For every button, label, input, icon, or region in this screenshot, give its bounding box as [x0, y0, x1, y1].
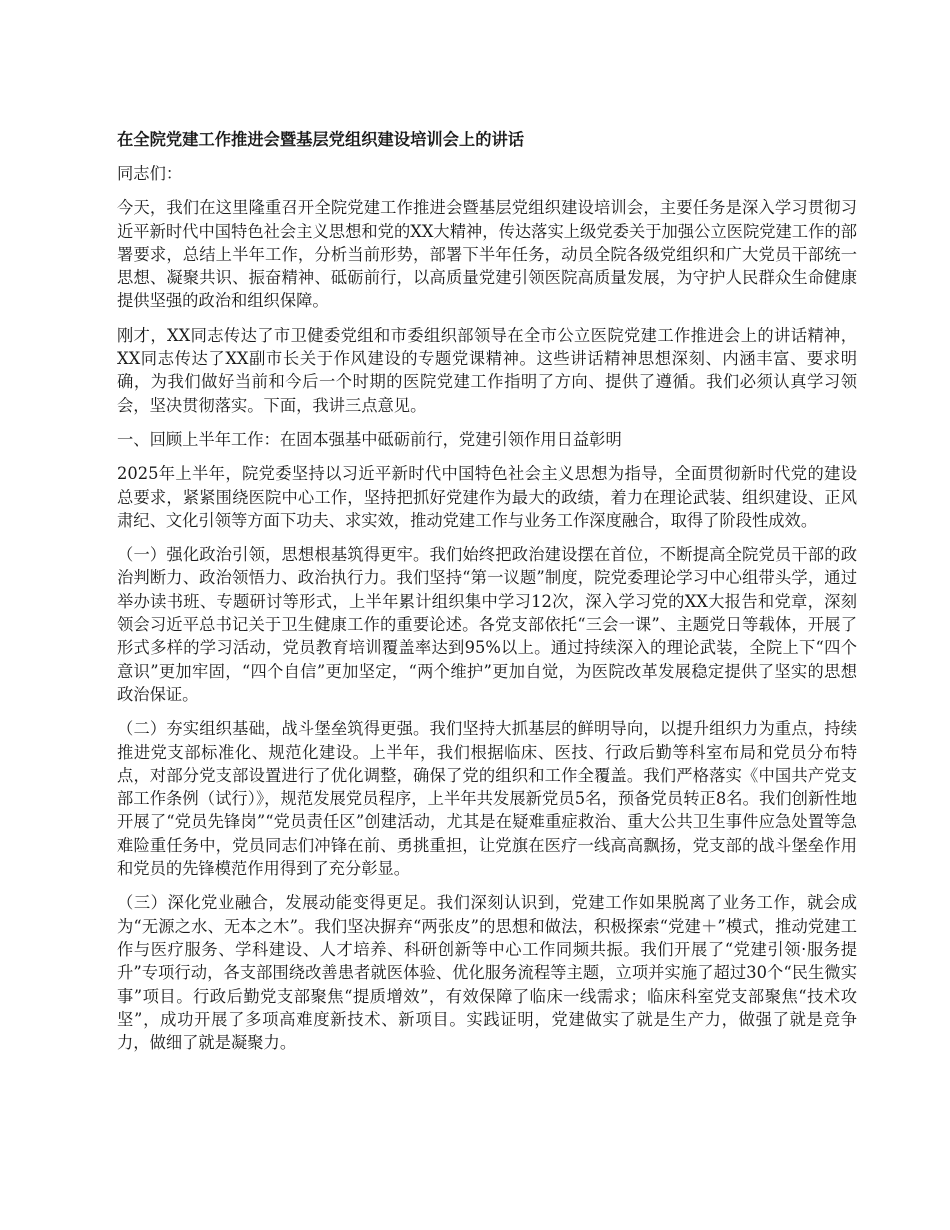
section-heading-1: 一、回顾上半年工作：在固本强基中砥砺前行，党建引领作用日益彰明: [117, 429, 622, 449]
paragraph-overview: 2025年上半年，院党委坚持以习近平新时代中国特色社会主义思想为指导，全面贯彻新时代党的建设总要求，紧紧围绕医院中心工作，坚持把抓好党建作为最大的政绩，着力在理论武装、组织建设、正风肃纪、文化引领等方面下功夫、求实效，推动党建工作与业务工作深度融合，取得了阶段性成效。: [117, 464, 857, 530]
document-title: 在全院党建工作推进会暨基层党组织建设培训会上的讲话: [117, 130, 525, 149]
paragraph-point-1: （一）强化政治引领，思想根基筑得更牢。我们始终把政治建设摆在首位，不断提高全院党员干部的政治判断力、政治领悟力、政治执行力。我们坚持“第一议题”制度，院党委理论学习中心组带头学，通过举办读书班、专题研讨等形式，上半年累计组织集中学习12次，深入学习党的XX大报告和党章，深刻领会习近平总书记关于卫生健康工作的重要论述。各党支部依托“三会一课”、主题党日等载体，开展了形式多样的学习活动，党员教育培训覆盖率达到95%以上。通过持续深入的理论武装，全院上下“四个意识”更加牢固，“四个自信”更加坚定，“两个维护”更加自觉，为医院改革发展稳定提供了坚实的思想政治保证。: [117, 545, 857, 704]
document-page: [117, 128, 857, 1065]
paragraph-point-2: （二）夯实组织基础，战斗堡垒筑得更强。我们坚持大抓基层的鲜明导向，以提升组织力为重点，持续推进党支部标准化、规范化建设。上半年，我们根据临床、医技、行政后勤等科室布局和党员分布特点，对部分党支部设置进行了优化调整，确保了党的组织和工作全覆盖。我们严格落实《中国共产党支部工作条例（试行）》，规范发展党员程序，上半年共发展新党员5名，预备党员转正8名。我们创新性地开展了“党员先锋岗”“党员责任区”创建活动，尤其是在疑难重症救治、重大公共卫生事件应急处置等急难险重任务中，党员同志们冲锋在前、勇挑重担，让党旗在医疗一线高高飘扬，党支部的战斗堡垒作用和党员的先锋模范作用得到了充分彰显。: [117, 719, 857, 879]
paragraph-context: 刚才，XX同志传达了市卫健委党组和市委组织部领导在全市公立医院党建工作推进会上的讲话精神，XX同志传达了XX副市长关于作风建设的专题党课精神。这些讲话精神思想深刻、内涵丰富、要求明确，为我们做好当前和今后一个时期的医院党建工作指明了方向、提供了遵循。我们必须认真学习领会，坚决贯彻落实。下面，我讲三点意见。: [117, 325, 857, 415]
paragraph-intro: 今天，我们在这里隆重召开全院党建工作推进会暨基层党组织建设培训会，主要任务是深入学习贯彻习近平新时代中国特色社会主义思想和党的XX大精神，传达落实上级党委关于加强公立医院党建工作的部署要求，总结上半年工作，分析当前形势，部署下半年任务，动员全院各级党组织和广大党员干部统一思想、凝聚共识、振奋精神、砥砺前行，以高质量党建引领医院高质量发展，为守护人民群众生命健康提供坚强的政治和组织保障。: [117, 198, 857, 311]
greeting: 同志们：: [117, 164, 183, 183]
paragraph-point-3: （三）深化党业融合，发展动能变得更足。我们深刻认识到，党建工作如果脱离了业务工作，就会成为“无源之水、无本之木”。我们坚决摒弃“两张皮”的思想和做法，积极探索“党建＋”模式，推动党建工作与医疗服务、学科建设、人才培养、科研创新等中心工作同频共振。我们开展了“党建引领·服务提升”专项行动，各支部围绕改善患者就医体验、优化服务流程等主题，立项并实施了超过30个“民生微实事”项目。行政后勤党支部聚焦“提质增效”，有效保障了临床一线需求；临床科室党支部聚焦“技术攻坚”，成功开展了多项高难度新技术、新项目。实践证明，党建做实了就是生产力，做强了就是竞争力，做细了就是凝聚力。: [117, 893, 857, 1053]
